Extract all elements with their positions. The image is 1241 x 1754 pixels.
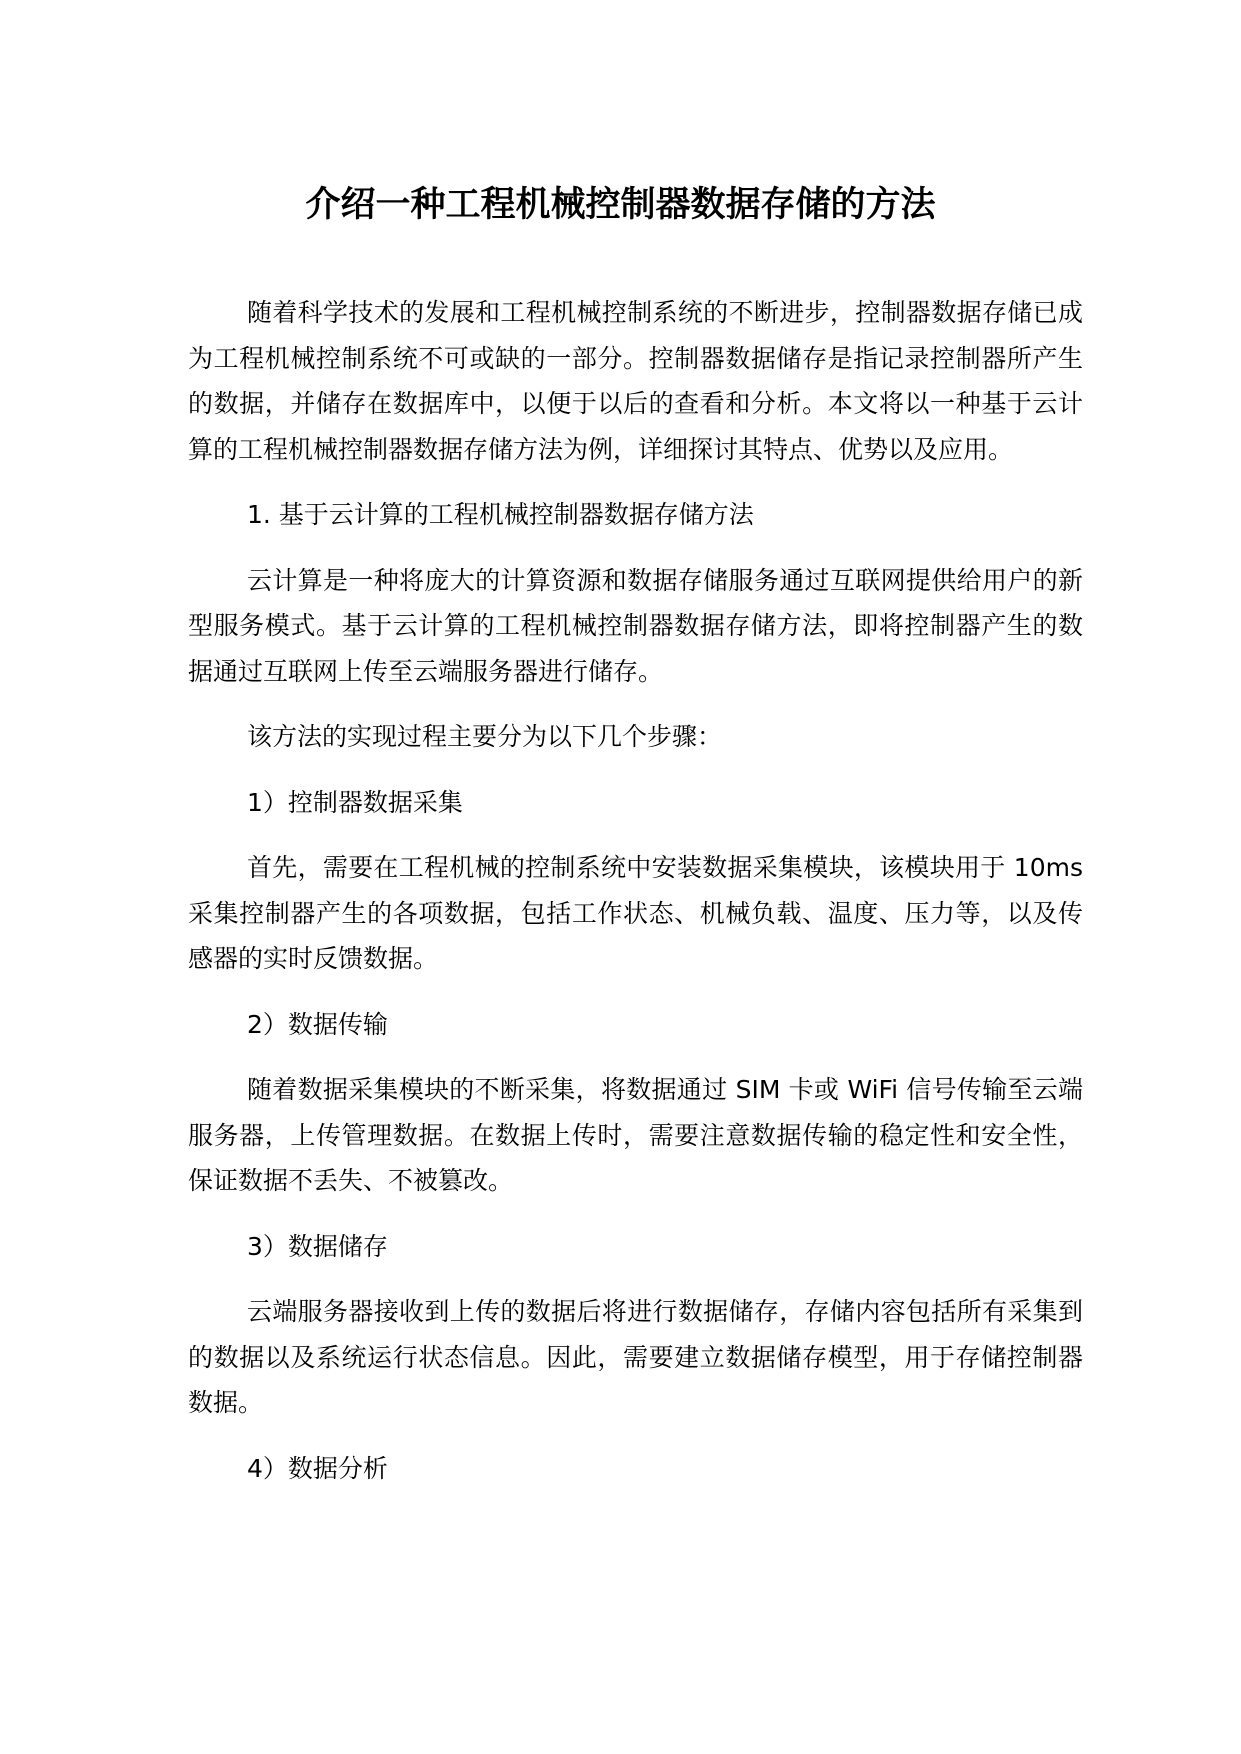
document-body	[188, 290, 1083, 1511]
cloud-paragraph: 云计算是一种将庞大的计算资源和数据存储服务通过互联网提供给用户的新型服务模式。基于云计算的工程机械控制器数据存储方法，即将控制器产生的数据通过互联网上传至云端服务器进行储存。	[188, 565, 1083, 686]
step-2-paragraph: 随着数据采集模块的不断采集，将数据通过 SIM 卡或 WiFi 信号传输至云端服务器，上传管理数据。在数据上传时，需要注意数据传输的稳定性和安全性，保证数据不丢失、不被篡改。	[188, 1075, 1083, 1195]
step-heading-1: 1）控制器数据采集	[247, 787, 463, 817]
intro-paragraph: 随着科学技术的发展和工程机械控制系统的不断进步，控制器数据存储已成为工程机械控制系统不可或缺的一部分。控制器数据储存是指记录控制器所产生的数据，并储存在数据库中，以便于以后的查看和分析。本文将以一种基于云计算的工程机械控制器数据存储方法为例，详细探讨其特点、优势以及应用。	[188, 298, 1083, 464]
step-heading-3: 3）数据储存	[247, 1231, 388, 1261]
step-heading-4: 4）数据分析	[247, 1453, 388, 1483]
step-heading-2: 2）数据传输	[247, 1009, 388, 1039]
section-heading-1: 1. 基于云计算的工程机械控制器数据存储方法	[247, 500, 754, 529]
step-3-paragraph: 云端服务器接收到上传的数据后将进行数据储存，存储内容包括所有采集到的数据以及系统运行状态信息。因此，需要建立数据储存模型，用于存储控制器数据。	[188, 1297, 1083, 1417]
steps-intro-paragraph: 该方法的实现过程主要分为以下几个步骤：	[247, 722, 723, 751]
step-1-paragraph: 首先，需要在工程机械的控制系统中安装数据采集模块，该模块用于 10ms 采集控制器产生的各项数据，包括工作状态、机械负载、温度、压力等，以及传感器的实时反馈数据。	[188, 853, 1083, 973]
page-title: 介绍一种工程机械控制器数据存储的方法	[305, 185, 936, 225]
